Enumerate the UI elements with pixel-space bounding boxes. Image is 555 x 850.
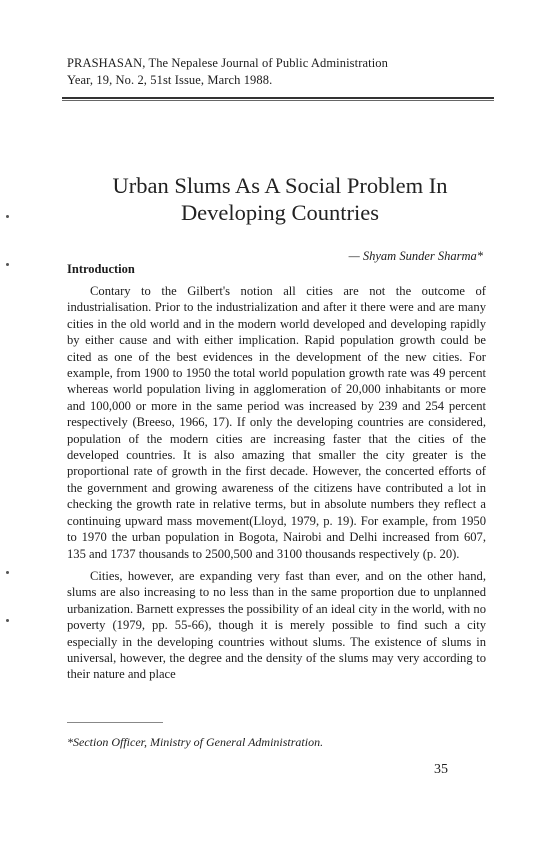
footnote: *Section Officer, Ministry of General Administration. — [67, 735, 324, 749]
article-body — [67, 283, 486, 683]
scan-speck — [6, 263, 9, 266]
article-title-line2: Developing Countries — [180, 200, 380, 225]
article-title — [50, 172, 510, 226]
journal-header-title: PRASHASAN, The Nepalese Journal of Public Administration — [67, 56, 388, 70]
scan-speck — [6, 571, 9, 574]
footnote-rule — [67, 722, 163, 723]
journal-header — [67, 55, 487, 89]
article-title-line1: Urban Slums As A Social Problem In — [112, 173, 448, 198]
body-paragraph: Cities, however, are expanding very fast than ever, and on the other hand, slums are also increasing to no less than in the same proportion due to unplanned urbanization. Barnett expresses the possibility of an ideal city in the world, with no poverty (1979, pp. 55-66), though it is merely possible to find such a city especially in the developing countries without slums. The existence of slums in universal, however, the degree and the density of the slums may very according to their nature and place — [67, 568, 486, 682]
page-number: 35 — [434, 762, 448, 777]
journal-header-issue: Year, 19, No. 2, 51st Issue, March 1988. — [67, 73, 273, 87]
scan-speck — [6, 215, 9, 218]
scan-speck — [6, 619, 9, 622]
header-rule — [62, 97, 494, 99]
header-rule-thin — [62, 100, 494, 101]
section-heading: Introduction — [67, 262, 135, 276]
body-paragraph: Contary to the Gilbert's notion all cities are not the outcome of industrialisation. Prior to the industrialization and after it there were and are many cities in the old world and in the modern world developed and developing rapidly by either cause and with either implication. Rapid population growth could be cited as one of the best evidences in the development of the new cities. For example, from 1900 to 1950 the total world population growth rate was 49 percent whereas world population living in agglomeration of 20,000 inhabitants or more and 100,000 or more in the same period was increased by 239 and 254 percent respectively (Breeso, 1966, 17). If only the developing countries are considered, population of the modern cities are increasing faster that the cities of the developed countries. It is also amazing that smaller the city greater is the proportional rate of growth in the first decade. However, the concerted efforts of the government and growing awareness of the citizens have contributed a lot in checking the growth rate in relative terms, but in absolute numbers they reflect a continuing upward mass movement(Lloyd, 1979, p. 19). For example, from 1950 to 1970 the urban population in Bogota, Nairobi and Delhi increased from 607, 135 and 1737 thousands to 2500,500 and 3100 thousands respectively (p. 20). — [67, 284, 486, 561]
author-byline: — Shyam Sunder Sharma* — [348, 249, 483, 263]
